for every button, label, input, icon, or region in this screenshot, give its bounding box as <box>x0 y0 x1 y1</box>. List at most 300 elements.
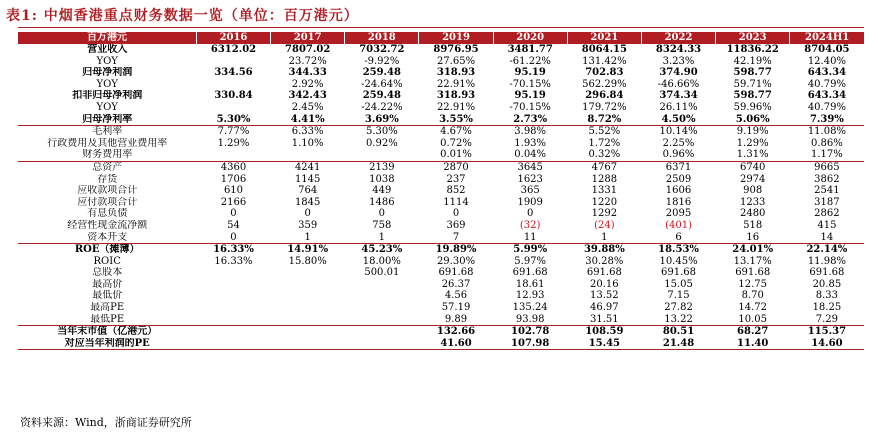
table-cell: 1220 <box>591 196 618 208</box>
table-cell: 1.17% <box>811 149 843 161</box>
table-cell: 758 <box>372 219 392 231</box>
table-cell: 4241 <box>271 161 345 173</box>
table-cell: 5.97% <box>514 255 547 267</box>
table-cell: 4.56 <box>444 290 468 302</box>
header-cell: 2021 <box>567 32 641 44</box>
table-cell: 26.11% <box>659 101 698 113</box>
table-cell: 852 <box>446 185 466 197</box>
table-body <box>18 44 864 350</box>
table-row <box>18 338 864 350</box>
table-cell: 5.30% <box>345 126 419 138</box>
table-cell: -61.22% <box>509 55 551 67</box>
table-cell <box>271 279 345 291</box>
row-label: ROE（摊薄） <box>18 244 196 256</box>
row-label: 最高价 <box>92 278 123 290</box>
table-row <box>18 326 864 338</box>
table-row <box>18 102 864 114</box>
table-row <box>18 126 864 138</box>
table-cell: 22.91% <box>436 101 476 113</box>
table-cell: 4.50% <box>661 113 696 125</box>
table-cell: 1.29% <box>736 137 769 149</box>
table-cell: 9.89 <box>444 313 468 325</box>
header-cell: 2017 <box>271 32 345 44</box>
row-label: 对应当年利润的PE <box>18 338 196 350</box>
table-cell: 1 <box>378 231 386 243</box>
row-label: 总资产 <box>18 161 196 173</box>
table-cell <box>196 79 270 91</box>
table-cell: 20.16 <box>590 278 619 290</box>
financial-data-table <box>18 32 864 350</box>
table-cell: 2095 <box>665 208 692 220</box>
table-row <box>18 67 864 79</box>
table-cell: 14.91% <box>271 244 345 256</box>
table-cell: 2.92% <box>291 78 324 90</box>
table-cell: 8704.05 <box>804 44 850 55</box>
row-label: 扣非归母净利润 <box>72 90 143 102</box>
row-label: 最高PE <box>90 302 125 314</box>
table-cell: 3862 <box>814 173 840 185</box>
table-cell: 365 <box>520 185 540 197</box>
table-cell: 1292 <box>591 208 618 220</box>
table-cell: 13.52 <box>590 290 619 302</box>
table-cell: 7.15 <box>667 290 690 302</box>
table-cell: 344.33 <box>288 67 327 79</box>
table-row <box>18 302 864 314</box>
table-cell <box>271 149 345 161</box>
table-cell: 26.37 <box>441 278 471 290</box>
table-cell: 15.80% <box>288 255 327 267</box>
row-label: 资本开支 <box>87 231 128 243</box>
table-cell: 8.72% <box>587 113 622 125</box>
table-cell: 18.53% <box>641 244 715 256</box>
table-row <box>18 79 864 91</box>
table-cell: 0.86% <box>811 137 843 149</box>
table-cell: 0 <box>230 208 237 220</box>
table-cell: -70.15% <box>509 101 551 113</box>
table-cell: 691.68 <box>735 267 771 279</box>
row-label: 最低价 <box>92 290 123 302</box>
table-cell: 16 <box>746 231 760 243</box>
row-label: 营业收入 <box>87 44 128 55</box>
table-cell: 31.51 <box>590 313 619 325</box>
row-label: 总股本 <box>92 267 123 279</box>
row-label: 经营性现金流净额 <box>67 219 148 231</box>
header-cell: 2016 <box>196 32 270 44</box>
table-cell: (24) <box>594 219 615 231</box>
row-label: 毛利率 <box>18 126 196 138</box>
table-cell: 908 <box>743 185 763 197</box>
title-divider <box>18 27 864 28</box>
table-cell: 8324.33 <box>655 44 702 55</box>
table-cell: 27.82 <box>664 302 693 314</box>
table-cell: 3187 <box>814 196 840 208</box>
table-cell: 24.01% <box>716 244 790 256</box>
table-cell: 102.78 <box>493 326 567 338</box>
table-cell: 8.33 <box>815 290 839 302</box>
table-cell: 2.73% <box>513 113 548 125</box>
row-label: 最低PE <box>90 313 125 325</box>
table-cell: 691.68 <box>438 267 474 279</box>
table-cell: 3.55% <box>439 113 473 125</box>
table-cell: 691.68 <box>512 267 548 279</box>
table-cell: 1.72% <box>588 137 621 149</box>
table-cell: 9.19% <box>716 126 790 138</box>
table-cell: 4360 <box>196 161 270 173</box>
table-cell: 2974 <box>739 173 766 185</box>
table-cell <box>271 267 345 279</box>
table-cell: 0.96% <box>662 149 695 161</box>
table-cell: 1331 <box>591 185 618 197</box>
table-cell: 1.29% <box>217 137 250 149</box>
table-cell: (401) <box>665 219 692 231</box>
table-row <box>18 232 864 244</box>
table-cell: 518 <box>743 219 763 231</box>
table-cell: 6371 <box>641 161 715 173</box>
header-cell: 2023 <box>716 32 790 44</box>
row-label: ROIC <box>93 255 121 267</box>
table-cell: 39.88% <box>567 244 641 256</box>
table-cell: 13.17% <box>733 255 772 267</box>
table-row <box>18 197 864 209</box>
table-cell <box>196 279 270 291</box>
table-cell: 57.19 <box>441 302 471 314</box>
table-cell: 7032.72 <box>359 44 405 55</box>
table-cell: 8064.15 <box>581 44 627 55</box>
table-cell: 9665 <box>790 161 864 173</box>
table-cell: 598.77 <box>733 90 772 102</box>
table-cell: 15.45 <box>567 338 641 350</box>
header-cell: 2024H1 <box>790 32 864 44</box>
table-cell <box>196 102 270 114</box>
table-cell: 6.33% <box>271 126 345 138</box>
row-label: 应收款项合计 <box>77 185 138 197</box>
table-cell <box>345 149 419 161</box>
table-row <box>18 174 864 186</box>
table-row <box>18 114 864 126</box>
table-cell: 54 <box>227 219 240 231</box>
table-cell: 16.33% <box>214 255 253 267</box>
table-cell: 30.28% <box>585 255 624 267</box>
table-cell: 131.42% <box>582 55 627 67</box>
table-cell: 0.04% <box>514 149 547 161</box>
table-cell: 1.10% <box>291 137 324 149</box>
header-cell: 2019 <box>419 32 493 44</box>
table-row <box>18 138 864 150</box>
table-cell <box>196 302 270 314</box>
table-cell: 10.45% <box>659 255 698 267</box>
table-cell <box>345 279 419 291</box>
table-cell: 610 <box>223 185 244 197</box>
table-cell: 22.91% <box>436 78 476 90</box>
table-cell: 1845 <box>294 196 321 208</box>
table-cell: 1038 <box>369 173 395 185</box>
row-label: 有息负债 <box>87 208 128 220</box>
table-cell: 6312.02 <box>210 44 257 55</box>
table-row <box>18 185 864 197</box>
table-row <box>18 256 864 268</box>
table-cell <box>345 326 419 338</box>
table-cell: 1114 <box>443 196 469 208</box>
table-cell: 14.72 <box>738 302 768 314</box>
table-cell: 1486 <box>369 196 395 208</box>
table-cell: 702.83 <box>585 67 624 79</box>
table-cell: 59.96% <box>733 101 772 113</box>
row-label: 当年末市值（亿港元） <box>18 326 196 338</box>
table-cell: 4.41% <box>290 113 325 125</box>
table-cell: 3.98% <box>493 126 567 138</box>
table-cell: 46.97 <box>590 302 619 314</box>
table-cell <box>271 338 345 350</box>
table-cell: 18.00% <box>362 255 401 267</box>
table-row <box>18 267 864 279</box>
table-row <box>18 314 864 326</box>
table-cell: 1623 <box>517 173 543 185</box>
table-cell <box>345 290 419 302</box>
table-cell: 330.84 <box>214 90 253 102</box>
row-label: YOY <box>96 78 118 90</box>
table-cell: 12.93 <box>515 290 545 302</box>
table-cell: 7807.02 <box>285 44 331 55</box>
table-cell: 23.72% <box>288 55 327 67</box>
table-row <box>18 44 864 56</box>
table-cell: 2509 <box>665 173 692 185</box>
table-cell: 562.29% <box>582 78 627 90</box>
table-cell: 11.40 <box>716 338 790 350</box>
table-cell: 1145 <box>294 173 321 185</box>
table-cell: 3481.77 <box>507 44 553 55</box>
table-cell: 42.19% <box>733 55 772 67</box>
table-cell: 95.19 <box>514 67 546 79</box>
table-cell: -24.22% <box>361 101 403 113</box>
row-label: 行政费用及其他营业费用率 <box>47 137 168 149</box>
table-cell: 296.84 <box>585 90 624 102</box>
row-label: 归母净利润 <box>82 67 133 79</box>
table-row <box>18 290 864 302</box>
table-cell <box>196 314 270 326</box>
table-cell: 359 <box>298 219 318 231</box>
row-label: 应付款项合计 <box>77 196 138 208</box>
table-cell: 259.48 <box>362 90 401 102</box>
table-cell: 179.72% <box>582 101 627 113</box>
table-cell: 14.60 <box>790 338 864 350</box>
table-cell: 16.33% <box>196 244 270 256</box>
table-cell <box>271 290 345 302</box>
table-row <box>18 244 864 256</box>
table-cell <box>271 326 345 338</box>
table-cell: 7.77% <box>196 126 270 138</box>
table-cell: 1.93% <box>514 137 547 149</box>
table-cell: 0.72% <box>440 137 472 149</box>
table-cell: 764 <box>298 185 318 197</box>
table-cell: 0.01% <box>440 149 472 161</box>
table-cell: 7.39% <box>809 113 844 125</box>
table-cell: 598.77 <box>733 67 772 79</box>
table-cell: 21.48 <box>641 338 715 350</box>
table-cell: 237 <box>446 173 466 185</box>
table-cell: -46.66% <box>657 78 700 90</box>
table-cell: 18.61 <box>515 278 545 290</box>
table-cell: 59.71% <box>733 78 772 90</box>
table-cell <box>271 302 345 314</box>
table-cell: -9.92% <box>364 55 400 67</box>
table-cell: 68.27 <box>716 326 790 338</box>
table-cell: 2541 <box>814 185 840 197</box>
table-cell: 1 <box>304 231 311 243</box>
table-cell: 5.99% <box>493 244 567 256</box>
table-cell: 2870 <box>419 161 493 173</box>
table-cell: 6 <box>675 231 682 243</box>
table-cell: 4767 <box>567 161 641 173</box>
table-cell: 1909 <box>517 196 543 208</box>
table-cell <box>345 338 419 350</box>
table-cell <box>271 314 345 326</box>
table-cell: 13.22 <box>664 313 693 325</box>
table-cell: 132.66 <box>419 326 493 338</box>
table-cell: 318.93 <box>436 90 476 102</box>
table-cell: 80.51 <box>641 326 715 338</box>
table-cell: 1.31% <box>736 149 769 161</box>
table-cell: 500.01 <box>364 267 400 279</box>
table-cell: 29.30% <box>436 255 476 267</box>
table-cell: 1816 <box>665 196 692 208</box>
table-cell: 45.23% <box>345 244 419 256</box>
table-cell: 691.68 <box>661 267 697 279</box>
table-cell: 7.29 <box>815 313 839 325</box>
table-cell: 643.34 <box>807 67 847 79</box>
table-cell: 2862 <box>814 208 840 220</box>
table-cell: 15.05 <box>664 278 693 290</box>
header-cell: 2018 <box>345 32 419 44</box>
table-cell: 0 <box>230 231 237 243</box>
table-cell: 342.43 <box>288 90 327 102</box>
table-cell: 12.40% <box>807 55 846 67</box>
table-cell: 115.37 <box>790 326 864 338</box>
row-label: YOY <box>96 55 118 67</box>
table-cell: 318.93 <box>436 67 476 79</box>
table-cell: 0.32% <box>588 149 621 161</box>
row-label: 财务费用率 <box>82 149 133 161</box>
table-cell: 3.69% <box>364 113 399 125</box>
table-cell: 41.60 <box>419 338 493 350</box>
table-cell: 8976.95 <box>433 44 479 55</box>
table-row <box>18 161 864 173</box>
table-cell: 5.52% <box>567 126 641 138</box>
table-title: 表1: 中烟香港重点财务数据一览（单位：百万港元） <box>6 8 359 24</box>
table-cell: 2.45% <box>291 101 324 113</box>
table-cell: 2480 <box>739 208 766 220</box>
row-label: 存货 <box>97 173 118 185</box>
table-cell: 334.56 <box>214 67 253 79</box>
table-cell: 259.48 <box>362 67 401 79</box>
table-cell: 3645 <box>493 161 567 173</box>
table-cell: 3.23% <box>662 55 695 67</box>
table-cell: 2139 <box>345 161 419 173</box>
table-cell: 19.89% <box>419 244 493 256</box>
table-cell: 22.14% <box>790 244 864 256</box>
row-label: YOY <box>96 101 118 113</box>
table-cell: 5.06% <box>735 113 770 125</box>
table-cell: 2166 <box>220 196 247 208</box>
table-cell: 18.25 <box>812 302 842 314</box>
table-cell: 11.98% <box>807 255 846 267</box>
table-row <box>18 56 864 68</box>
table-cell: 10.14% <box>641 126 715 138</box>
table-row <box>18 90 864 102</box>
header-cell: 2020 <box>493 32 567 44</box>
table-cell <box>345 302 419 314</box>
table-cell: 7 <box>452 231 460 243</box>
table-cell: 107.98 <box>493 338 567 350</box>
table-cell: 20.85 <box>812 278 842 290</box>
table-cell: 0 <box>452 208 460 220</box>
table-cell: 643.34 <box>807 90 847 102</box>
table-cell: 1706 <box>220 173 247 185</box>
table-cell: 369 <box>446 219 466 231</box>
header-row <box>18 32 864 44</box>
table-cell: 40.79% <box>807 101 846 113</box>
table-cell <box>196 338 270 350</box>
table-cell: (32) <box>519 219 541 231</box>
table-cell <box>196 56 270 68</box>
table-cell: 1288 <box>591 173 618 185</box>
table-cell: 95.19 <box>514 90 546 102</box>
table-cell: 11.08% <box>790 126 864 138</box>
table-cell: -24.64% <box>361 78 403 90</box>
table-cell <box>196 326 270 338</box>
table-cell: 0 <box>526 208 534 220</box>
table-cell: 1233 <box>739 196 766 208</box>
table-cell: 0 <box>304 208 311 220</box>
table-cell <box>345 314 419 326</box>
table-cell: 4.67% <box>419 126 493 138</box>
table-cell: 108.59 <box>567 326 641 338</box>
table-cell <box>196 149 270 161</box>
table-cell: 12.75 <box>738 278 768 290</box>
table-cell <box>196 290 270 302</box>
table-cell: 14 <box>820 231 834 243</box>
header-cell: 百万港元 <box>18 32 196 44</box>
table-cell: 2.25% <box>662 137 695 149</box>
table-cell: 11 <box>523 231 537 243</box>
table-row <box>18 149 864 161</box>
table-cell: 1606 <box>665 185 692 197</box>
table-cell: 8.70 <box>741 290 764 302</box>
row-label: 归母净利率 <box>82 113 133 125</box>
table-cell: 691.68 <box>809 267 845 279</box>
table-cell: 691.68 <box>586 267 622 279</box>
table-cell: 11836.22 <box>726 44 779 55</box>
table-cell: 135.24 <box>512 302 548 314</box>
table-cell: 6740 <box>716 161 790 173</box>
header-cell: 2022 <box>641 32 715 44</box>
table-cell: 449 <box>372 185 392 197</box>
table-cell: 415 <box>817 219 837 231</box>
table-row <box>18 279 864 291</box>
table-cell: 374.34 <box>659 90 698 102</box>
table-cell: 27.65% <box>436 55 476 67</box>
table-cell: -70.15% <box>509 78 551 90</box>
table-cell: 0.92% <box>365 137 398 149</box>
table-cell: 374.90 <box>659 67 698 79</box>
table-cell: 5.30% <box>216 113 251 125</box>
table-cell: 0 <box>378 208 386 220</box>
table-cell: 1 <box>601 231 608 243</box>
table-cell <box>196 267 270 279</box>
table-row <box>18 220 864 232</box>
table-cell: 40.79% <box>807 78 846 90</box>
table-cell: 10.05 <box>738 313 768 325</box>
table-cell: 93.98 <box>515 313 545 325</box>
